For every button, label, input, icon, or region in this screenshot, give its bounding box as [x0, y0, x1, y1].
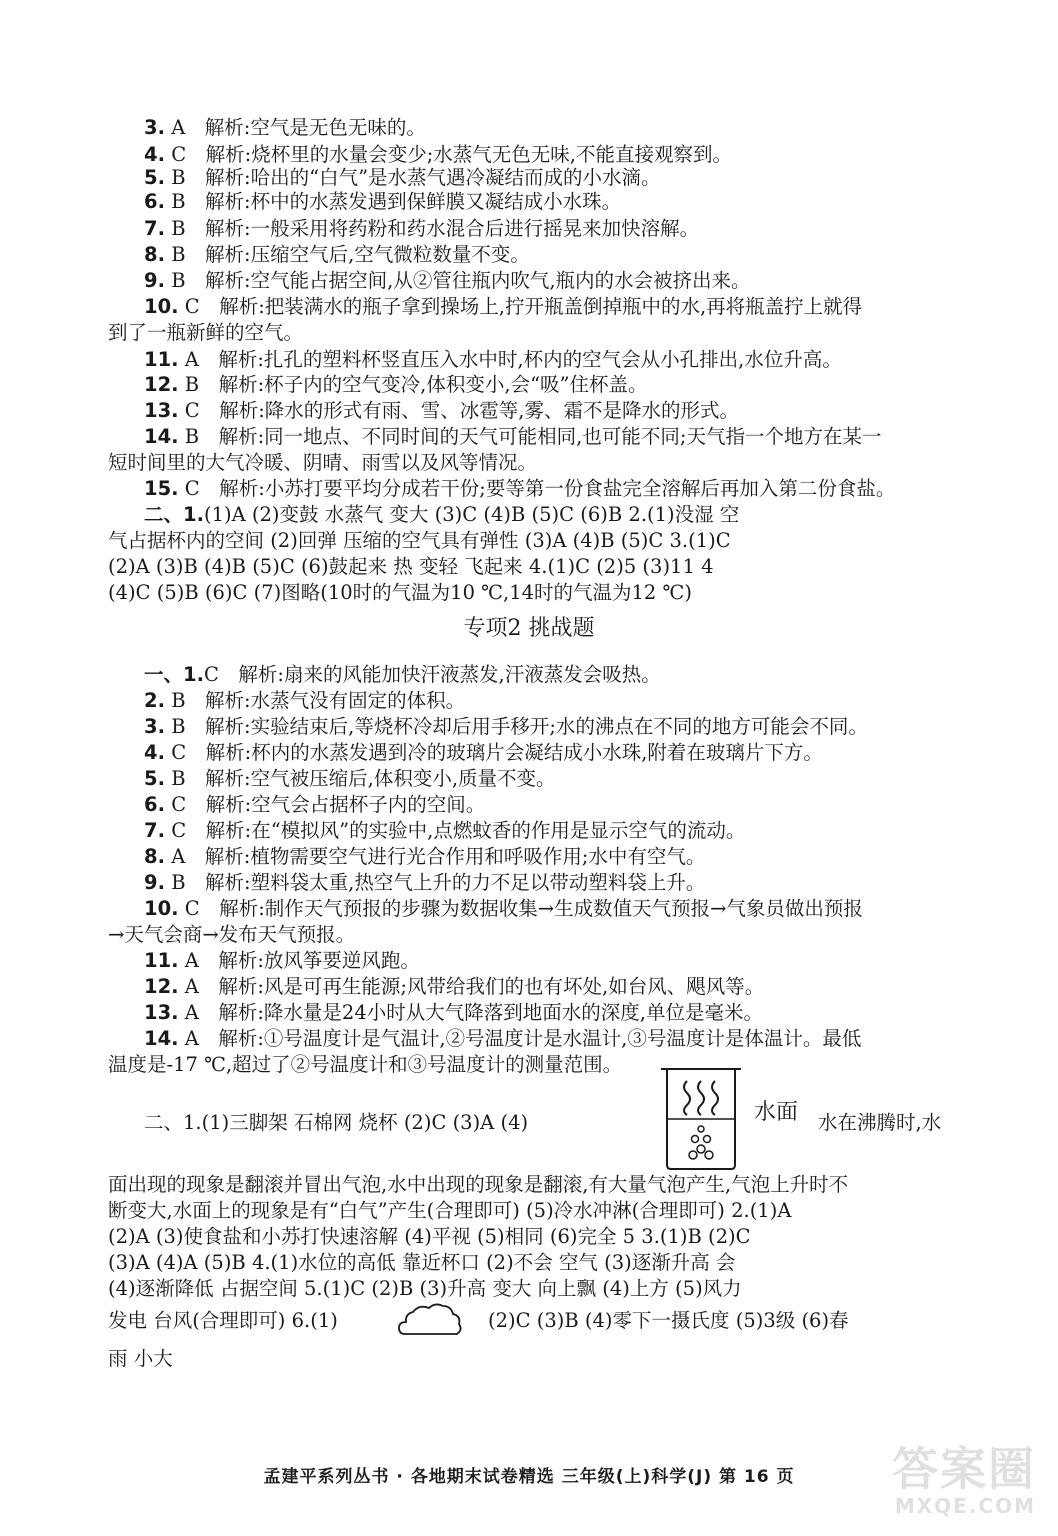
beaker-figure — [657, 1065, 745, 1173]
watermark-logo — [892, 1444, 1042, 1530]
page-footer: 孟建平系列丛书 · 各地期末试卷精选 三年级(上)科学(J) 第 16 页 — [263, 1467, 795, 1487]
part3-first-line: 二、1.(1)三脚架 石棉网 烧杯 (2)C (3)A (4) — [144, 1111, 529, 1134]
answer-line: 6. C 解析:空气会占据杯子内的空间。 — [144, 793, 486, 816]
cloud-line-head: 发电 台风(合理即可) 6.(1) — [108, 1309, 338, 1332]
answer-line: 5. B 解析:空气被压缩后,体积变小,质量不变。 — [144, 767, 556, 790]
answer-line: 15. C 解析:小苏打要平均分成若干份;要等第一份食盐完全溶解后再加入第二份食盐。 — [144, 477, 896, 500]
answer-line: 4. C 解析:烧杯里的水量会变少;水蒸气无色无味,不能直接观察到。 — [144, 143, 732, 166]
answer-line-cont: (2)A (3)B (4)B (5)C (6)鼓起来 热 变轻 飞起来 4.(1)C (2)5 (3)11 4 — [108, 555, 714, 578]
answer-line: 3. A 解析:空气是无色无味的。 — [144, 116, 426, 139]
answer-line: 9. B 解析:空气能占据空间,从②管往瓶内吹气,瓶内的水会被挤出来。 — [144, 269, 751, 292]
answer-line: 13. A 解析:降水量是24小时从大气降落到地面水的深度,单位是毫米。 — [144, 1001, 763, 1024]
answer-line-cont: (4)逐渐降低 占据空间 5.(1)C (2)B (3)升高 变大 向上飘 (4)上方 (5)风力 — [108, 1277, 742, 1300]
answer-line: 9. B 解析:塑料袋太重,热空气上升的力不足以带动塑料袋上升。 — [144, 871, 706, 894]
answer-line: 6. B 解析:杯中的水蒸发遇到保鲜膜又凝结成小水珠。 — [144, 190, 622, 213]
answer-line: 10. C 解析:制作天气预报的步骤为数据收集→生成数值天气预报→气象员做出预报 — [144, 897, 863, 920]
answer-line: 8. A 解析:植物需要空气进行光合作用和呼吸作用;水中有空气。 — [144, 845, 706, 868]
answer-line-cont: (3)A (4)A (5)B 4.(1)水位的高低 靠近杯口 (2)不会 空气 (3)逐渐升高 会 — [108, 1251, 736, 1274]
answer-line: 13. C 解析:降水的形式有雨、雪、冰雹等,雾、霜不是降水的形式。 — [144, 399, 739, 422]
answer-line: 12. B 解析:杯子内的空气变冷,体积变小,会“吸”住杯盖。 — [144, 373, 648, 396]
answer-line-cont: 气占据杯内的空间 (2)回弹 压缩的空气具有弹性 (3)A (4)B (5)C 3.(1)C — [108, 529, 731, 552]
answer-line: 11. A 解析:放风筝要逆风跑。 — [144, 949, 420, 972]
answer-line-cont: 雨 小大 — [108, 1347, 173, 1370]
answer-line-cont: 温度是-17 ℃,超过了②号温度计和③号温度计的测量范围。 — [108, 1053, 623, 1076]
section-title: 专项2 挑战题 — [463, 616, 595, 641]
answer-line: 7. C 解析:在“模拟风”的实验中,点燃蚊香的作用是显示空气的流动。 — [144, 819, 746, 842]
answer-line: 14. A 解析:①号温度计是气温计,②号温度计是水温计,③号温度计是体温计。最低 — [144, 1027, 862, 1050]
answer-line: 2. B 解析:水蒸气没有固定的体积。 — [144, 689, 466, 712]
answer-line-cont: 面出现的现象是翻滚并冒出气泡,水中出现的现象是翻滚,有大量气泡产生,气泡上升时不 — [108, 1173, 849, 1196]
answer-line: 10. C 解析:把装满水的瓶子拿到操场上,拧开瓶盖倒掉瓶中的水,再将瓶盖拧上就得 — [144, 295, 863, 318]
answer-line-cont: 断变大,水面上的现象是有“白气”产生(合理即可) (5)冷水冲淋(合理即可) 2.(1)A — [108, 1199, 792, 1222]
answer-line: 一、1.C 解析:扇来的风能加快汗液蒸发,汗液蒸发会吸热。 — [144, 663, 661, 686]
watermark-url: MXQE.COM — [894, 1494, 1036, 1518]
part3-first-line-tail: 水在沸腾时,水 — [818, 1111, 942, 1134]
answer-line: 8. B 解析:压缩空气后,空气微粒数量不变。 — [144, 243, 530, 266]
water-surface-label: 水面 — [754, 1100, 799, 1125]
answer-line-cont: (2)A (3)使食盐和小苏打快速溶解 (4)平视 (5)相同 (6)完全 5 3.(1)B (2)C — [108, 1225, 751, 1248]
answer-line: 7. B 解析:一般采用将药粉和药水混合后进行摇晃来加快溶解。 — [144, 217, 700, 240]
answer-line: 12. A 解析:风是可再生能源;风带给我们的也有坏处,如台风、飓风等。 — [144, 975, 765, 998]
answer-line-cont: 到了一瓶新鲜的空气。 — [108, 321, 304, 344]
answer-line: 14. B 解析:同一地点、不同时间的天气可能相同,也可能不同;天气指一个地方在某一 — [144, 425, 882, 448]
answer-line: 4. C 解析:杯内的水蒸发遇到冷的玻璃片会凝结成小水珠,附着在玻璃片下方。 — [144, 741, 823, 764]
answer-line-cont: 短时间里的大气冷暖、阴晴、雨雪以及风等情况。 — [108, 451, 538, 474]
cloud-icon — [397, 1300, 465, 1342]
answer-line: 5. B 解析:哈出的“白气”是水蒸气遇冷凝结而成的小水滴。 — [144, 166, 661, 189]
answer-line: 二、1.(1)A (2)变鼓 水蒸气 变大 (3)C (4)B (5)C (6)B 2.(1)没湿 空 — [144, 503, 740, 526]
cloud-line-tail: (2)C (3)B (4)零下一摄氏度 (5)3级 (6)春 — [488, 1309, 849, 1332]
answer-line-cont: →天气会商→发布天气预报。 — [108, 923, 356, 946]
answer-line: 3. B 解析:实验结束后,等烧杯冷却后用手移开;水的沸点在不同的地方可能会不同。 — [144, 715, 868, 738]
answer-line: 11. A 解析:扎孔的塑料杯竖直压入水中时,杯内的空气会从小孔排出,水位升高。 — [144, 348, 842, 371]
answer-line-cont: (4)C (5)B (6)C (7)图略(10时的气温为10 ℃,14时的气温为12 ℃) — [108, 581, 692, 604]
watermark-text: 答案圈 — [892, 1442, 1036, 1496]
